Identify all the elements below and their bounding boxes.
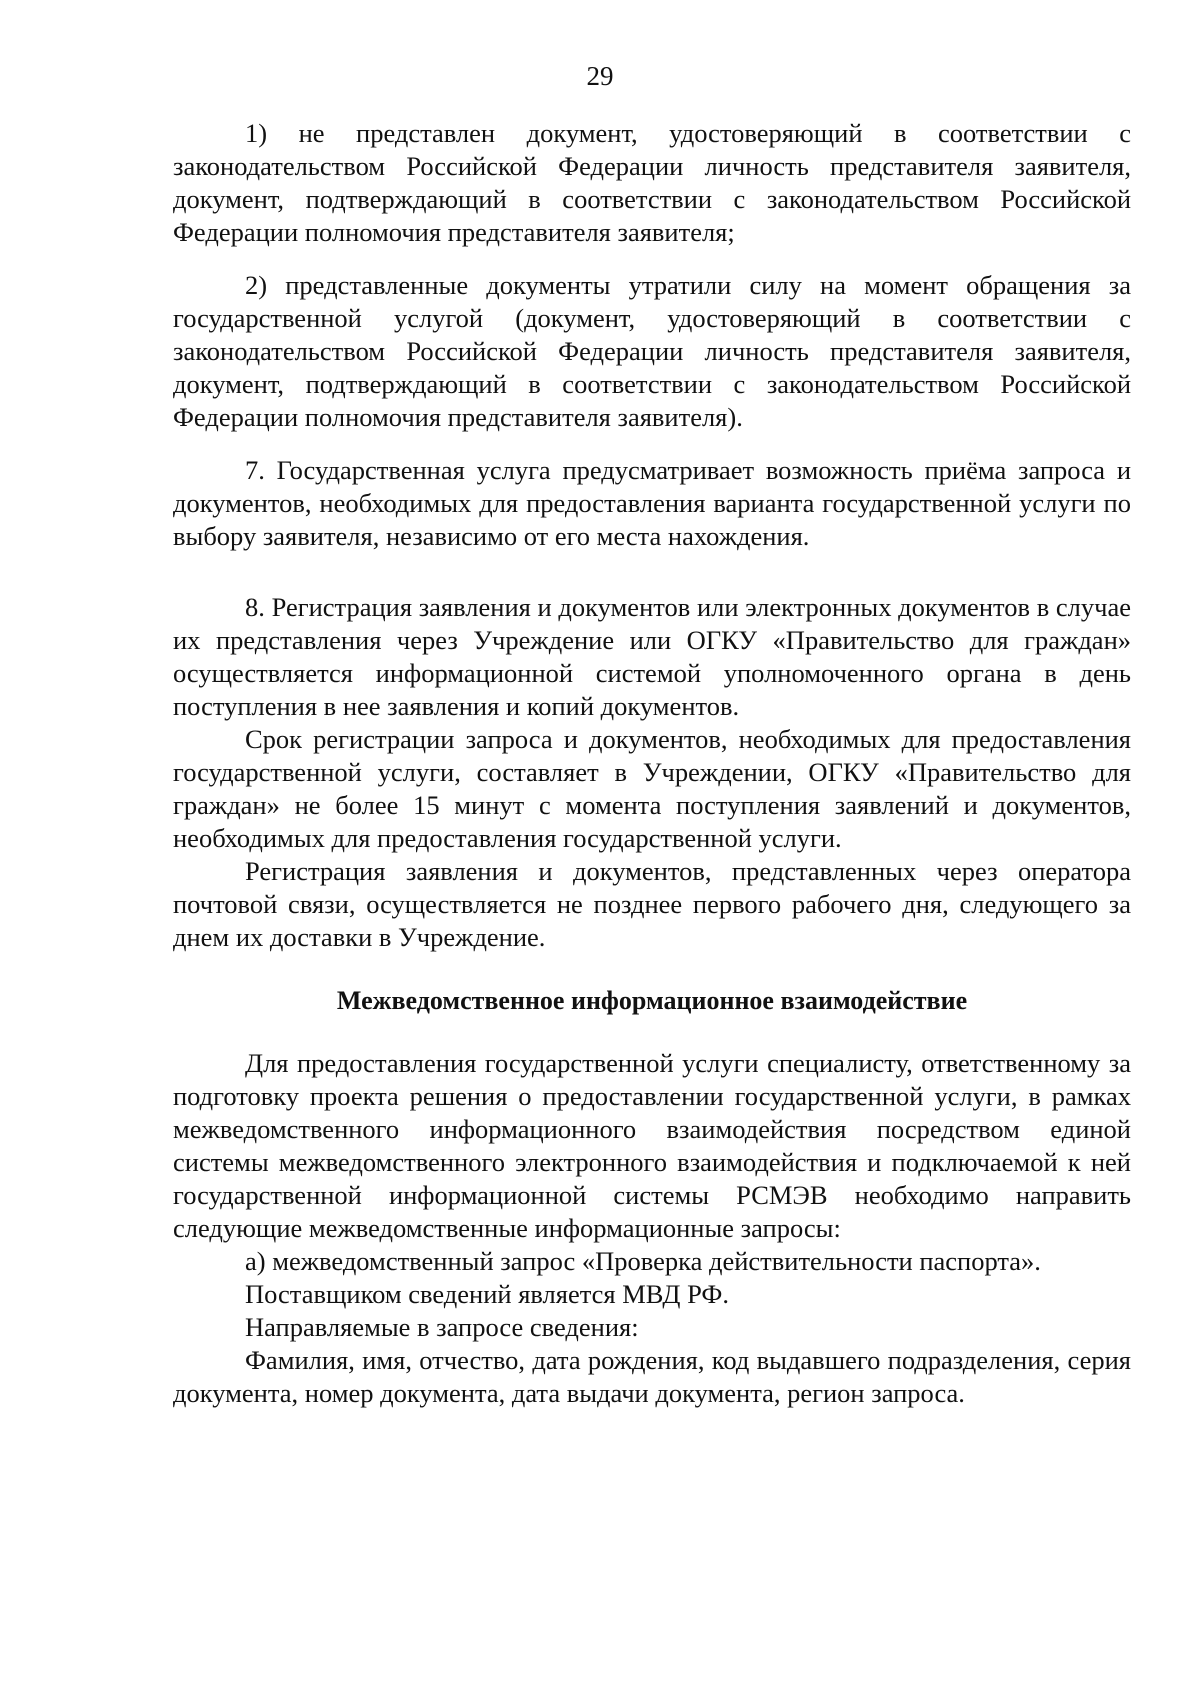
paragraph-interagency-requests: Для предоставления государственной услуги специалисту, ответственному за подготовку проекта решения о предоставлении государственной услуги, в рамках межведомственного информационного взаимодействия посредством единой системы межведомственного электронного взаимодействия и подключаемой к ней государственной информационной системы РСМЭВ необходимо направить следующие межведомственные информационные запросы: (173, 1048, 1131, 1243)
paragraph-sent-data-label: Направляемые в запросе сведения: (245, 1312, 639, 1342)
section-heading: Межведомственное информационное взаимодействие (336, 986, 968, 1015)
paragraph-section-7: 7. Государственная услуга предусматривает возможность приёма запроса и документов, необходимых для предоставления варианта государственной услуги по выбору заявителя, независимо от его места нахождения. (173, 455, 1131, 551)
paragraph-registration-deadline: Срок регистрации запроса и документов, необходимых для предоставления государственной услуги, составляет в Учреждении, ОГКУ «Правительство для граждан» не более 15 минут с момента поступления заявлений и документов, необходимых для предоставления государственной услуги. (173, 724, 1131, 853)
paragraph-request-a: а) межведомственный запрос «Проверка действительности паспорта». (245, 1246, 1041, 1276)
paragraph-supplier: Поставщиком сведений является МВД РФ. (245, 1279, 729, 1309)
paragraph-postal-registration: Регистрация заявления и документов, представленных через оператора почтовой связи, осуществляется не позднее первого рабочего дня, следующего за днем их доставки в Учреждение. (173, 856, 1131, 952)
page-number: 29 (586, 61, 614, 91)
paragraph-section-8: 8. Регистрация заявления и документов или электронных документов в случае их представления через Учреждение или ОГКУ «Правительство для граждан» осуществляется информационной системой уполномоченного органа в день поступления в нее заявления и копий документов. (173, 592, 1131, 721)
paragraph-item-2: 2) представленные документы утратили силу на момент обращения за государственной услугой (документ, удостоверяющий в соответствии с законодательством Российской Федерации личность представителя заявителя, документ, подтверждающий в соответствии с законодательством Российской Федерации полномочия представителя заявителя). (173, 270, 1131, 432)
document-body (173, 117, 1131, 1410)
paragraph-sent-data-list: Фамилия, имя, отчество, дата рождения, код выдавшего подразделения, серия документа, номер документа, дата выдачи документа, регион запроса. (173, 1345, 1131, 1408)
paragraph-item-1: 1) не представлен документ, удостоверяющий в соответствии с законодательством Российской Федерации личность представителя заявителя, документ, подтверждающий в соответствии с законодательством Российской Федерации полномочия представителя заявителя; (173, 118, 1131, 247)
